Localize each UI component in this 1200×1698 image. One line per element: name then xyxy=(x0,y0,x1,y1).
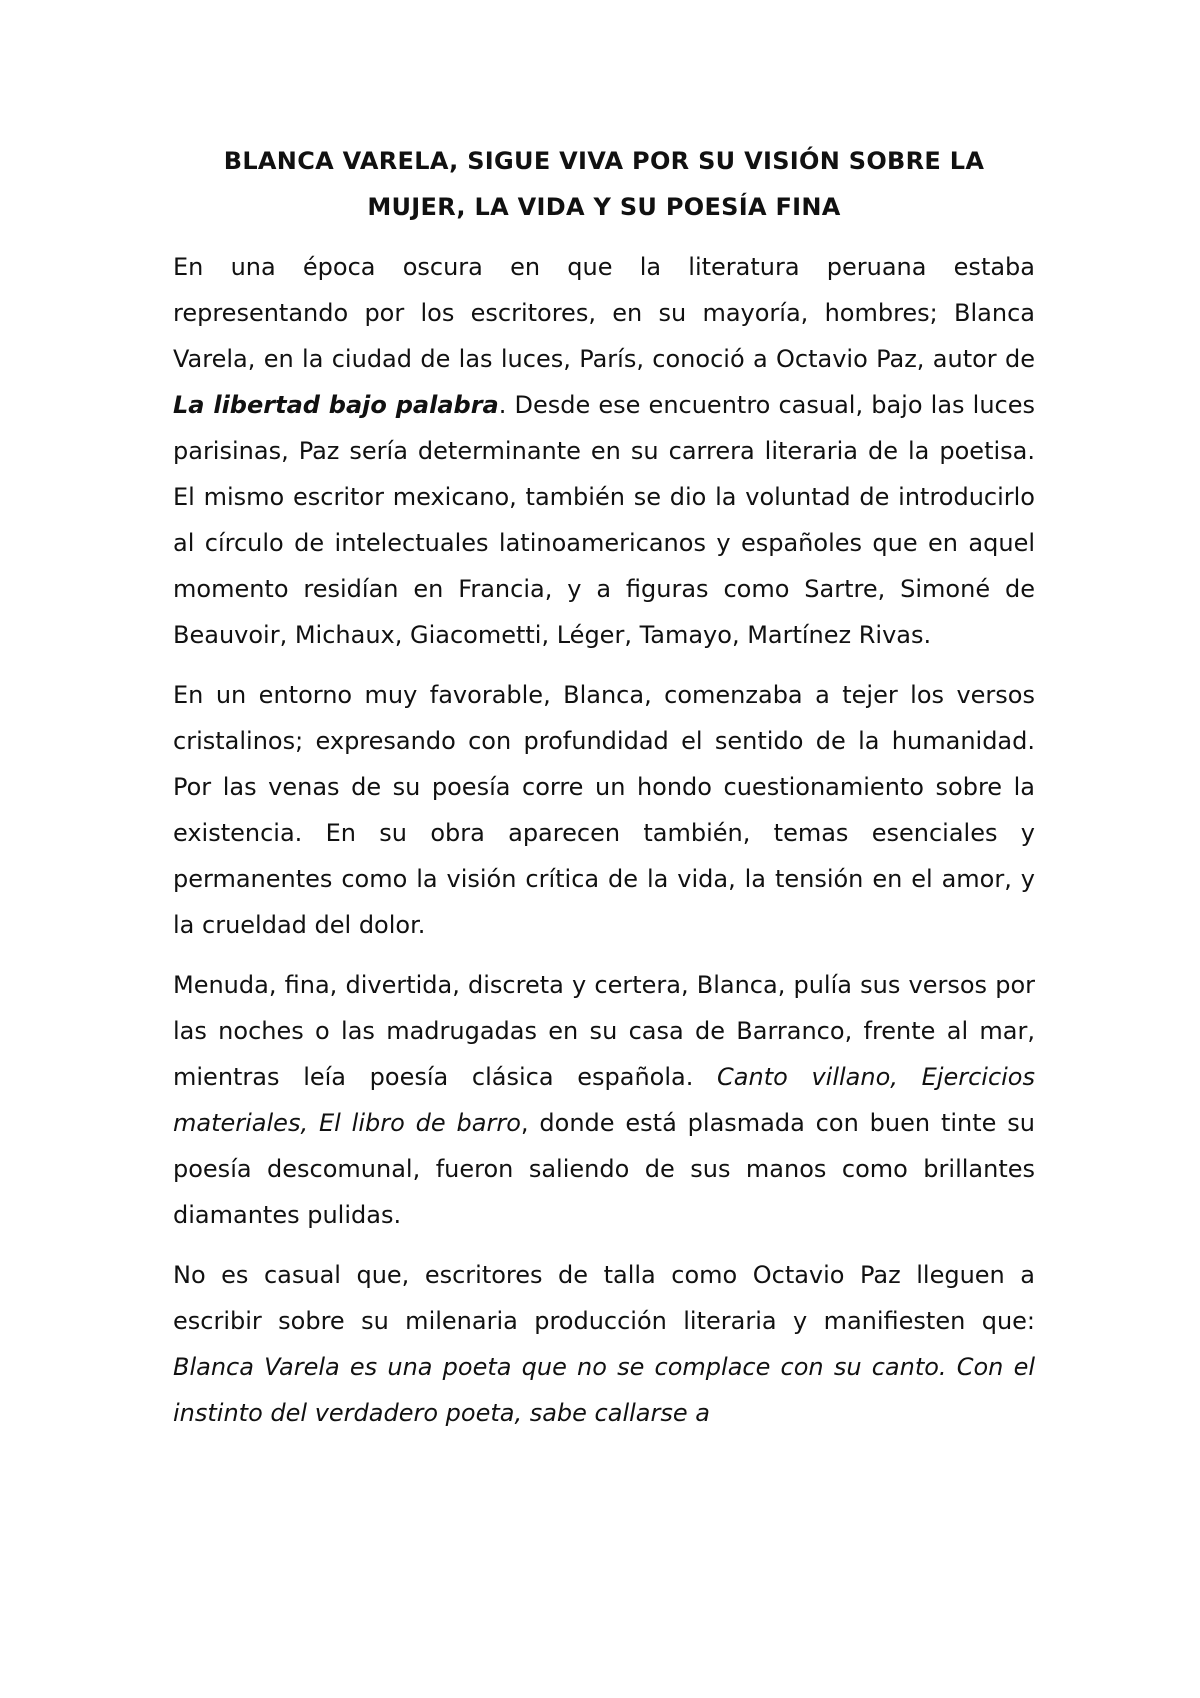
paragraph-3 xyxy=(173,962,1035,1238)
paragraph-4 xyxy=(173,1252,1035,1436)
paragraph-1-text-b: . Desde ese encuentro casual, bajo las luces parisinas, Paz sería determinante en su carrera literaria de la poetisa. El mismo escritor mexicano, también se dio la voluntad de introducirlo al círculo de intelectuales latinoamericanos y españoles que en aquel momento residían en Francia, y a figuras como Sartre, Simoné de Beauvoir, Michaux, Giacometti, Léger, Tamayo, Martínez Rivas. xyxy=(173,391,1035,649)
book-title-la-libertad: La libertad bajo palabra xyxy=(173,391,499,419)
title-line-2: MUJER, LA VIDA Y SU POESÍA FINA xyxy=(367,193,841,221)
paz-quote: Blanca Varela es una poeta que no se complace con su canto. Con el instinto del verdadero poeta, sabe callarse a xyxy=(173,1353,1035,1427)
document-title xyxy=(173,138,1035,230)
document-body xyxy=(173,138,1035,1450)
book-title-el-libro-de-barro: El libro de barro xyxy=(318,1109,521,1137)
book-separator-1: , xyxy=(890,1063,922,1091)
paragraph-1-text-a: En una época oscura en que la literatura peruana estaba representando por los escritores, en su mayoría, hombres; Blanca Varela, en la ciudad de las luces, París, conoció a Octavio Paz, autor de xyxy=(173,253,1035,373)
paragraph-1 xyxy=(173,244,1035,658)
book-title-ejercicios-materiales: Ejercicios materiales xyxy=(173,1063,1035,1137)
paragraph-3-text-b: , donde está plasmada con buen tinte su poesía descomunal, fueron saliendo de sus manos como brillantes diamantes pulidas. xyxy=(173,1109,1035,1229)
paragraph-4-text-a: No es casual que, escritores de talla como Octavio Paz lleguen a escribir sobre su milenaria producción literaria y manifiesten que: xyxy=(173,1261,1035,1335)
book-title-canto-villano: Canto villano xyxy=(717,1063,891,1091)
title-line-1: BLANCA VARELA, SIGUE VIVA POR SU VISIÓN SOBRE LA xyxy=(223,147,985,175)
paragraph-3-text-a: Menuda, fina, divertida, discreta y certera, Blanca, pulía sus versos por las noches o las madrugadas en su casa de Barranco, frente al mar, mientras leía poesía clásica española. xyxy=(173,971,1035,1091)
paragraph-2: En un entorno muy favorable, Blanca, comenzaba a tejer los versos cristalinos; expresando con profundidad el sentido de la humanidad. Por las venas de su poesía corre un hondo cuestionamiento sobre la existencia. En su obra aparecen también, temas esenciales y permanentes como la visión crítica de la vida, la tensión en el amor, y la crueldad del dolor. xyxy=(173,681,1035,939)
book-separator-2: , xyxy=(300,1109,319,1137)
